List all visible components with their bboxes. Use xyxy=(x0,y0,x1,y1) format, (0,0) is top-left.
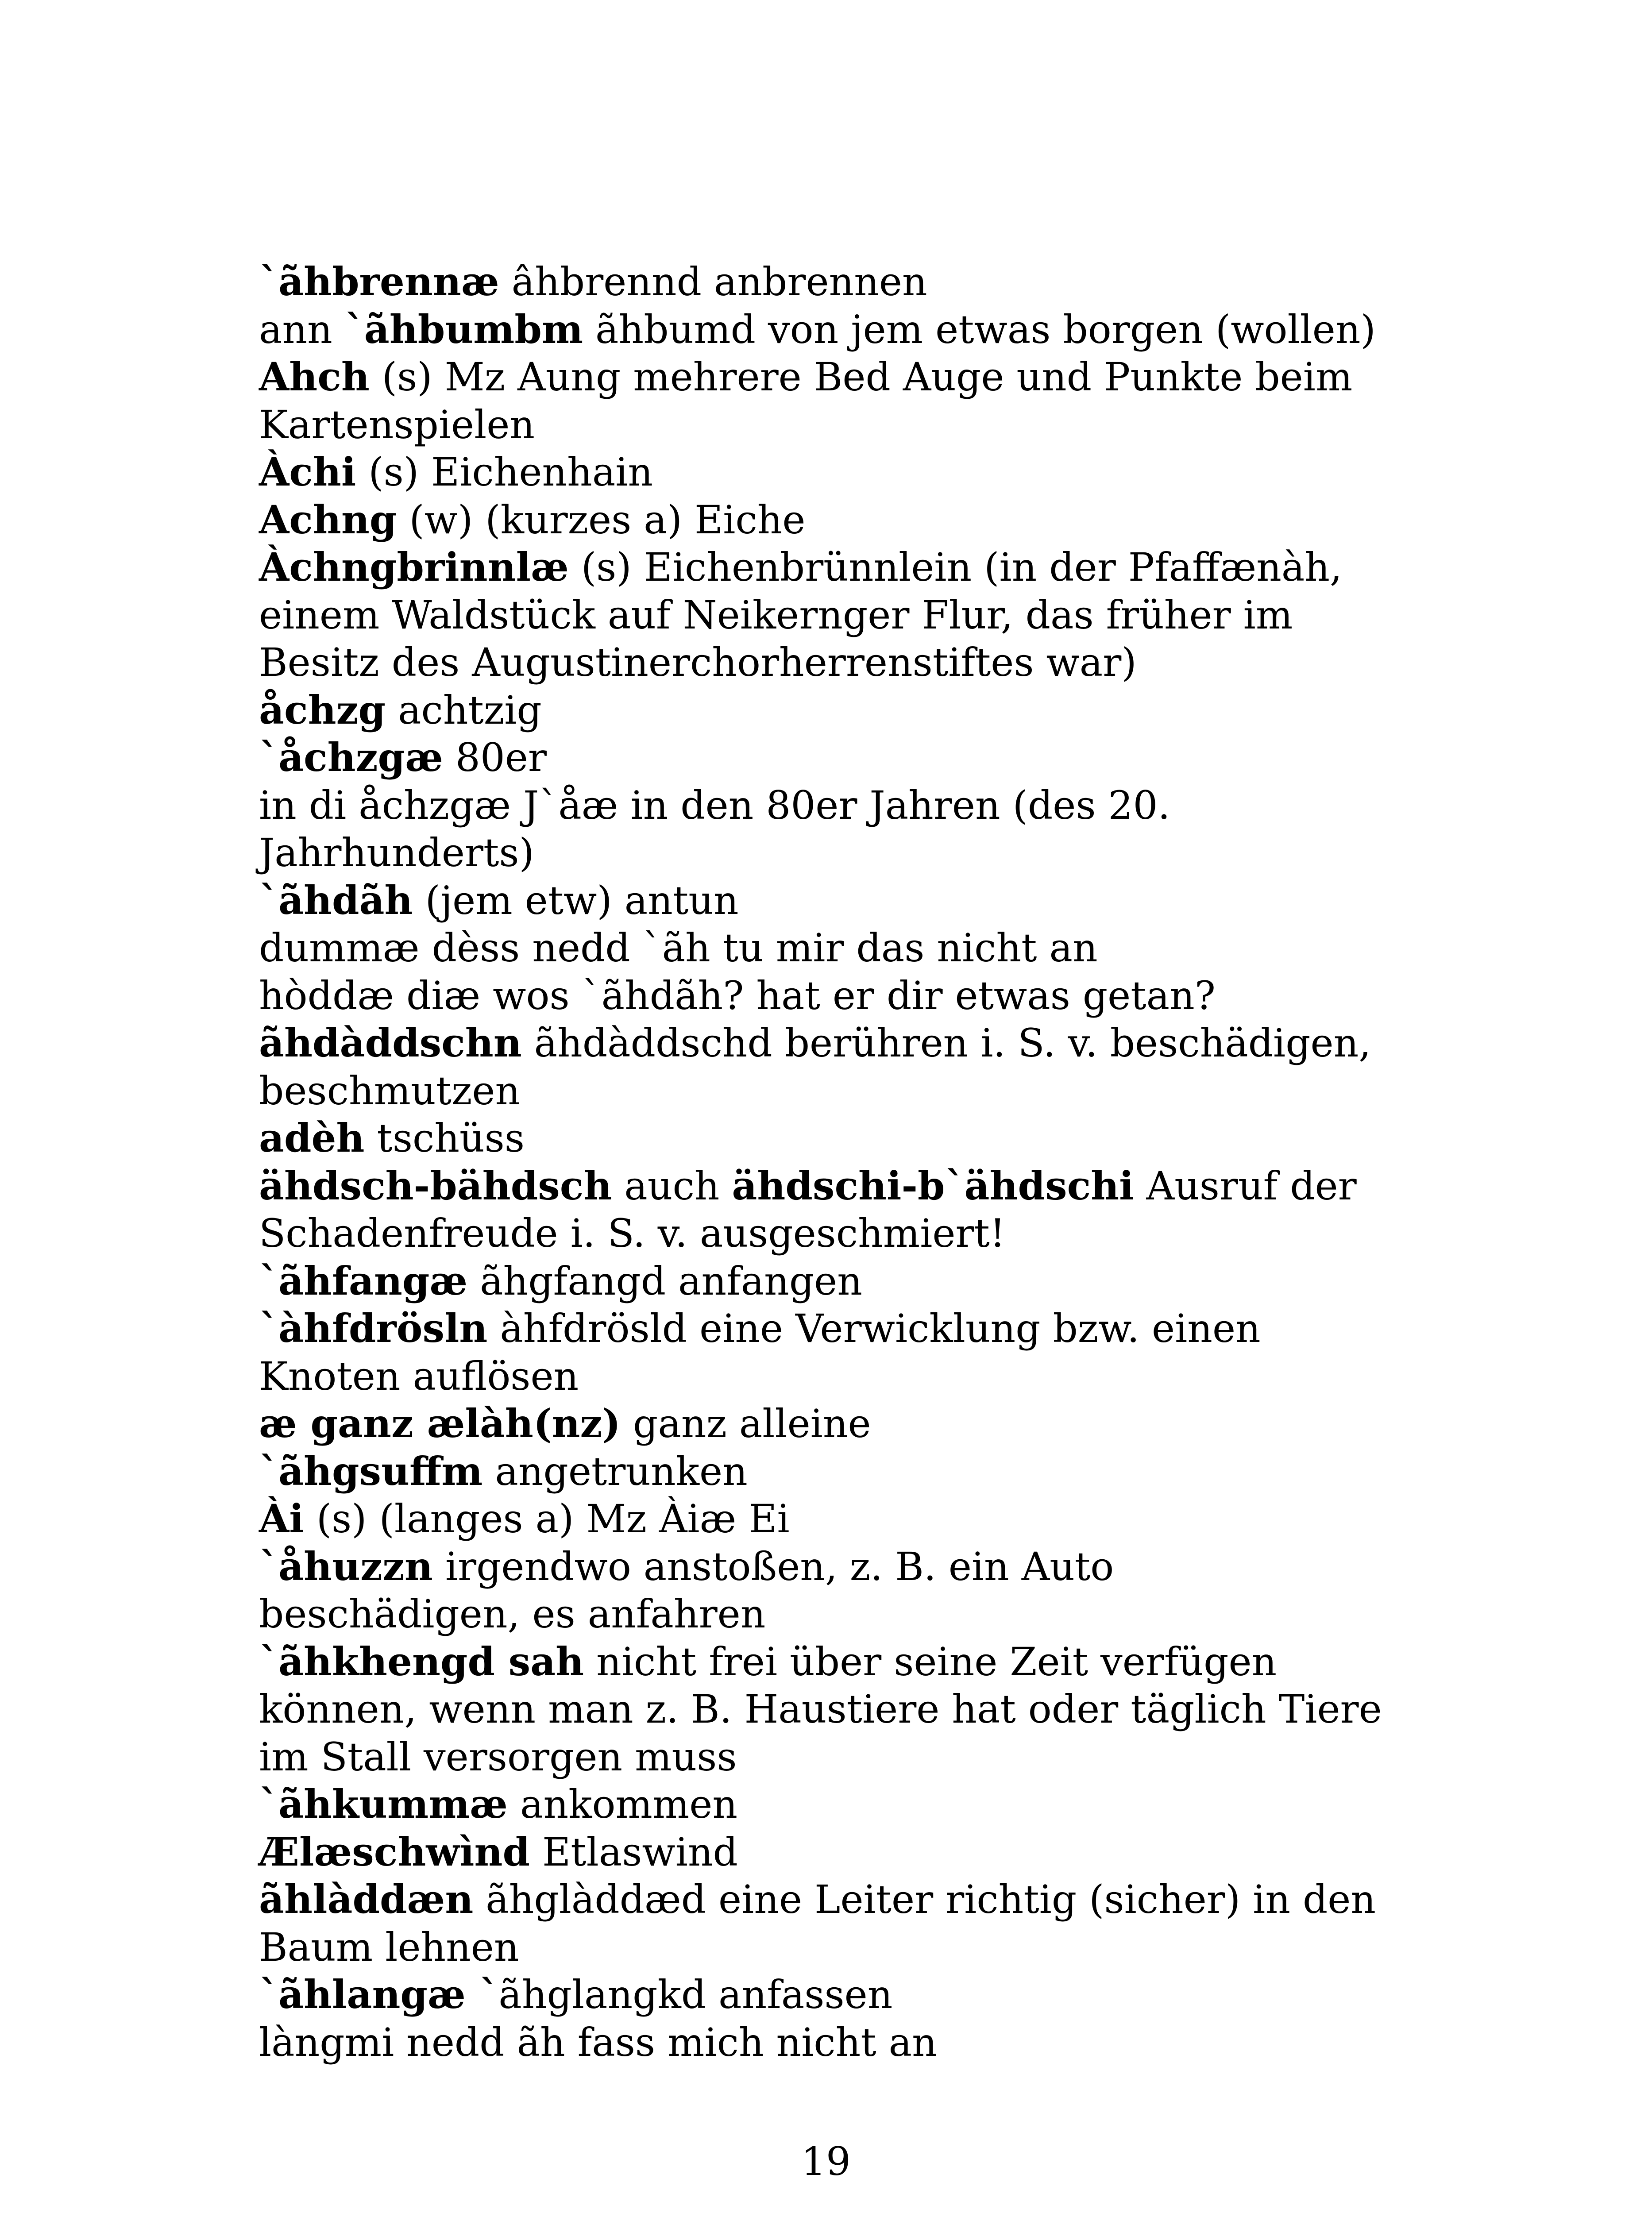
gloss-text: Kartenspielen xyxy=(259,401,535,447)
text-line xyxy=(259,1162,1454,1210)
text-line xyxy=(259,1019,1454,1067)
headword: `ãhbrennæ xyxy=(259,258,499,305)
text-line xyxy=(259,1924,1454,1971)
text-line xyxy=(259,591,1454,639)
text-line xyxy=(259,782,1454,829)
headword: Ælæschwìnd xyxy=(259,1828,530,1875)
gloss-text: Knoten auflösen xyxy=(259,1353,579,1399)
gloss-text: Schadenfreude i. S. v. ausgeschmiert! xyxy=(259,1211,1006,1256)
gloss-text: (s) Eichenbrünnlein (in der Pfaffænàh, xyxy=(568,544,1343,590)
text-line xyxy=(259,1876,1454,1924)
gloss-text: in di åchzgæ J`åæ in den 80er Jahren (des 20. xyxy=(259,782,1170,828)
text-line xyxy=(259,2019,1454,2066)
text-line xyxy=(259,1448,1454,1496)
gloss-text: Baum lehnen xyxy=(259,1924,519,1970)
gloss-text: dummæ dèss nedd `ãh tu mir das nicht an xyxy=(259,925,1098,971)
gloss-text: nicht frei über seine Zeit verfügen xyxy=(584,1639,1277,1685)
gloss-text: Jahrhunderts) xyxy=(259,830,534,875)
text-line xyxy=(259,1305,1454,1353)
headword: ähdschi-b`ähdschi xyxy=(732,1162,1134,1209)
gloss-text: auch xyxy=(612,1163,732,1209)
gloss-text: im Stall versorgen muss xyxy=(259,1734,737,1780)
gloss-text: beschmutzen xyxy=(259,1068,521,1114)
headword: `ãhfangæ xyxy=(259,1257,468,1304)
gloss-text: hòddæ diæ wos `ãhdãh? hat er dir etwas getan? xyxy=(259,972,1216,1018)
gloss-text: beschädigen, es anfahren xyxy=(259,1591,766,1637)
text-line xyxy=(259,1210,1454,1257)
text-line xyxy=(259,544,1454,591)
headword: Àchi xyxy=(259,449,356,495)
text-line xyxy=(259,734,1454,782)
gloss-text: achtzig xyxy=(386,687,542,733)
text-line xyxy=(259,306,1454,354)
headword: `åhuzzn xyxy=(259,1543,433,1589)
text-line xyxy=(259,1685,1454,1733)
text-line xyxy=(259,877,1454,925)
gloss-text: (s) (langes a) Mz Àiæ Ei xyxy=(304,1496,790,1542)
text-line xyxy=(259,639,1454,686)
gloss-text: Ausruf der xyxy=(1134,1163,1357,1209)
headword: åchzg xyxy=(259,686,386,733)
gloss-text: (w) (kurzes a) Eiche xyxy=(397,497,806,543)
gloss-text: Etlaswind xyxy=(530,1829,738,1875)
headword: `ãhkummæ xyxy=(259,1781,508,1827)
text-line xyxy=(259,1495,1454,1543)
headword: `ãhgsuffm xyxy=(259,1448,483,1494)
text-line xyxy=(259,1067,1454,1115)
gloss-text: ganz alleine xyxy=(621,1401,871,1446)
text-line xyxy=(259,1638,1454,1686)
headword: Àchngbrinnlæ xyxy=(259,544,569,590)
text-line xyxy=(259,401,1454,449)
gloss-text: àhfdrösld eine Verwicklung bzw. einen xyxy=(487,1306,1261,1351)
dictionary-entries xyxy=(259,258,1454,2066)
headword: `ãhbumbm xyxy=(344,306,583,352)
gloss-text: irgendwo anstoßen, z. B. ein Auto xyxy=(432,1543,1114,1589)
headword: adèh xyxy=(259,1115,365,1161)
gloss-text: (s) Eichenhain xyxy=(356,449,653,495)
gloss-text: ãhbumd von jem etwas borgen (wollen) xyxy=(583,306,1376,352)
gloss-text: âhbrennd anbrennen xyxy=(499,259,927,305)
text-line xyxy=(259,1781,1454,1828)
gloss-text: tschüss xyxy=(364,1115,525,1161)
gloss-text: ann xyxy=(259,306,345,352)
headword: `åchzgæ xyxy=(259,734,443,780)
gloss-text: einem Waldstück auf Neikernger Flur, das früher im xyxy=(259,592,1293,638)
gloss-text: (jem etw) antun xyxy=(413,877,739,923)
headword: `àhfdrösln xyxy=(259,1305,488,1351)
text-line xyxy=(259,1400,1454,1448)
text-line xyxy=(259,496,1454,544)
headword: `ãhdãh xyxy=(259,877,413,923)
text-line xyxy=(259,1114,1454,1162)
text-line xyxy=(259,924,1454,972)
text-line xyxy=(259,829,1454,877)
headword: Ài xyxy=(259,1496,304,1542)
gloss-text: 80er xyxy=(443,735,547,780)
text-line xyxy=(259,1971,1454,2019)
text-line xyxy=(259,1733,1454,1781)
headword: ãhlàddæn xyxy=(259,1876,474,1922)
gloss-text: können, wenn man z. B. Haustiere hat oder täglich Tiere xyxy=(259,1686,1382,1732)
gloss-text: angetrunken xyxy=(482,1448,748,1494)
gloss-text: ãhglangkd anfassen xyxy=(498,1972,893,2017)
text-line xyxy=(259,686,1454,734)
gloss-text: ãhglàddæd eine Leiter richtig (sicher) in den xyxy=(473,1877,1376,1922)
gloss-text: (s) Mz Aung mehrere Bed Auge und Punkte beim xyxy=(369,354,1353,400)
gloss-text: Besitz des Augustinerchorherrenstiftes war) xyxy=(259,640,1137,685)
headword: ähdsch-bähdsch xyxy=(259,1162,612,1209)
text-line xyxy=(259,1590,1454,1638)
gloss-text: ãhdàddschd berühren i. S. v. beschädigen, xyxy=(521,1020,1371,1066)
headword: `ãhlangæ ` xyxy=(259,1971,499,2017)
page-number: 19 xyxy=(801,2139,851,2184)
gloss-text: làngmi nedd ãh fass mich nicht an xyxy=(259,2019,937,2065)
text-line xyxy=(259,448,1454,496)
headword: ãhdàddschn xyxy=(259,1020,522,1066)
text-line xyxy=(259,972,1454,1020)
text-line xyxy=(259,258,1454,306)
headword: `ãhkhengd sah xyxy=(259,1638,584,1685)
text-line xyxy=(259,1828,1454,1876)
text-line xyxy=(259,1257,1454,1305)
headword: Ahch xyxy=(259,354,370,400)
headword: Achng xyxy=(259,496,397,543)
text-line xyxy=(259,1353,1454,1400)
gloss-text: ãhgfangd anfangen xyxy=(467,1258,862,1304)
text-line xyxy=(259,1543,1454,1591)
text-line xyxy=(259,353,1454,401)
headword: æ ganz ælàh(nz) xyxy=(259,1400,621,1446)
gloss-text: ankommen xyxy=(508,1781,738,1827)
